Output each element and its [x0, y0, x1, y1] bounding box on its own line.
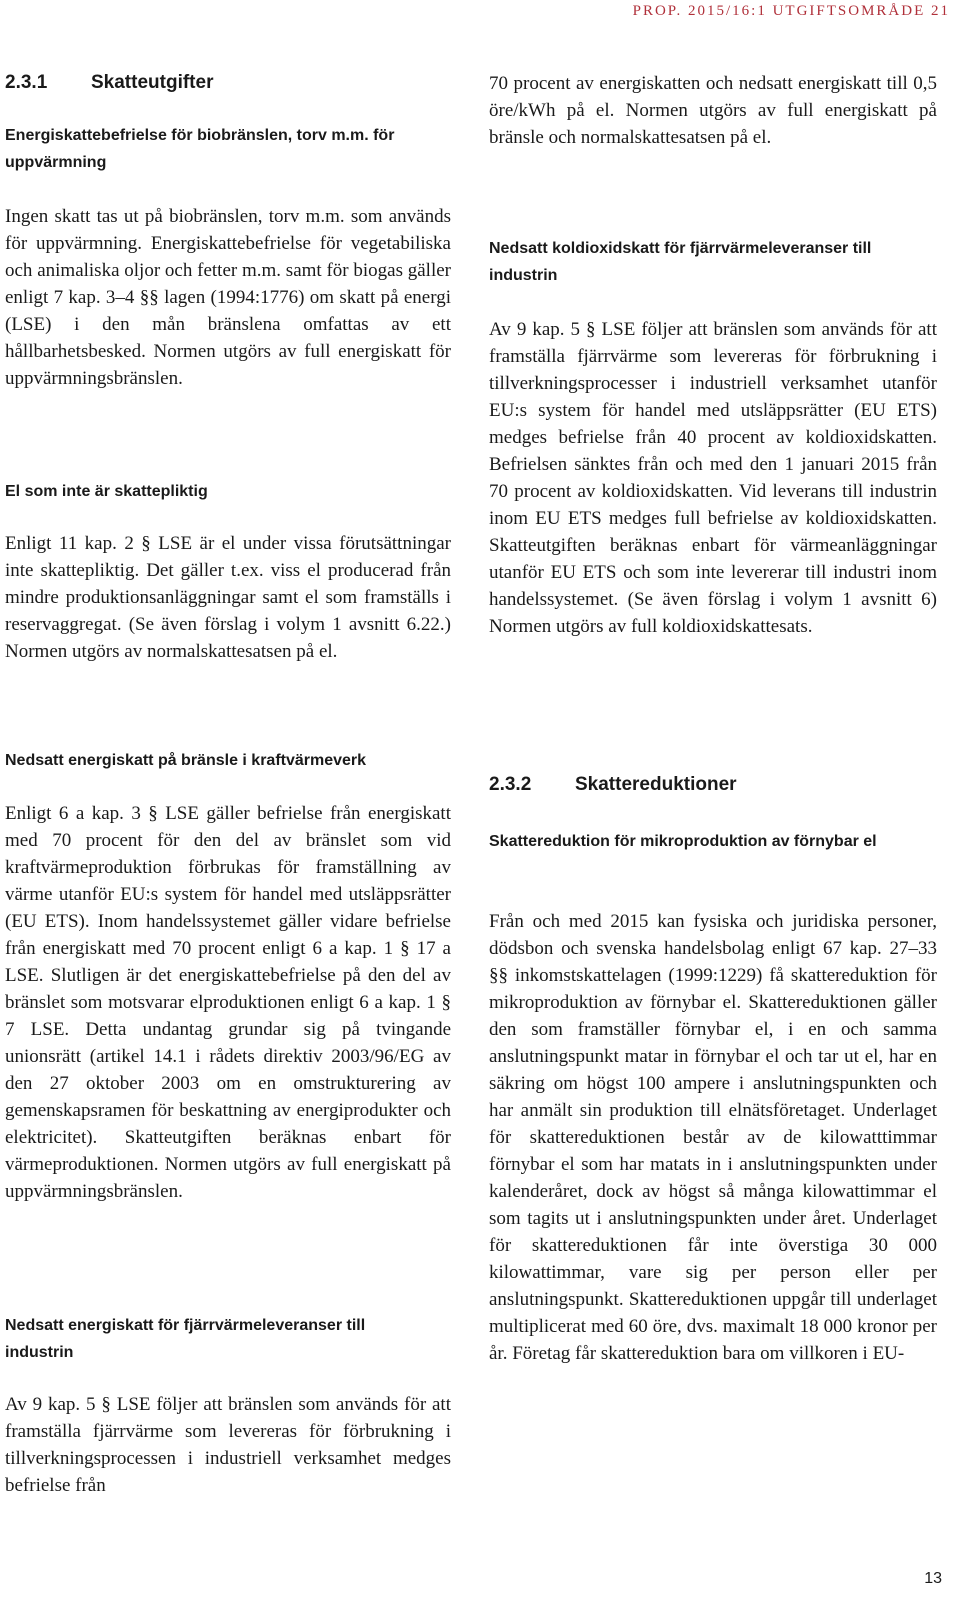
section-heading-2-3-2 [489, 774, 937, 796]
page-number: 13 [924, 1570, 942, 1587]
paragraph-koldioxid-fjarrvarme: Av 9 kap. 5 § LSE följer att bränslen som används för att framställa fjärrvärme som levereras för förbrukning i tillverkningsprocesser i industriell verksamhet utanför EU:s system för handel med utsläppsrätter (EU ETS) medges befrielse från 40 procent av koldioxidskatten. Befrielsen sänktes från och med den 1 januari 2015 från 70 procent av koldioxidskatten. Vid leverans till industrin inom EU ETS medges full befrielse av koldioxidskatten. Skatteutgiften beräknas enbart för värmeanläggningar utanför EU ETS och som inte levererar till industri inom handelssystemet. (Se även förslag i volym 1 avsnitt 6) Normen utgörs av full koldioxidskattesats. [489, 319, 937, 637]
paragraph-kraftvarme: Enligt 6 a kap. 3 § LSE gäller befrielse från energiskatt med 70 procent för den del av bränslet som vid kraftvärmeproduktion förbrukas för framställning av värme utanför EU:s system för handel med utsläppsrätter (EU ETS). Inom handelssystemet gäller vidare befrielse från energiskatt med 70 procent enligt 6 a kap. 1 § 17 a LSE. Slutligen är det energiskattebefrielse på den del av bränslet som motsvarar elproduktionen enligt 6 a kap. 1 § 7 LSE. Detta undantag grundar sig på tvingande unionsrätt (artikel 14.1 i rådets direktiv 2003/96/EG av den 27 oktober 2003 om en omstrukturering av gemenskapsramen för beskattning av energiprodukter och elektricitet). Skatteutgiften beräknas enbart för värmeproduktionen. Normen utgörs av full energiskatt på uppvärmningsbränslen. [5, 803, 451, 1202]
paragraph-continuation: 70 procent av energiskatten och nedsatt energiskatt till 0,5 öre/kWh på el. Normen utgörs av full energiskatt på bränsle och normalskattesatsen på el. [489, 73, 937, 148]
paragraph-fjarrvarme-energiskatt: Av 9 kap. 5 § LSE följer att bränslen som används för att framställa fjärrvärme som levereras för förbrukning i tillverkningsprocessen i industriell verksamhet medges befrielse från [5, 1394, 451, 1496]
heading-fjarrvarme-energiskatt: Nedsatt energiskatt för fjärrvärmeleveranser till industrin [5, 1317, 366, 1361]
paragraph-mikroproduktion: Från och med 2015 kan fysiska och juridiska personer, dödsbon och svenska handelsbolag enligt 67 kap. 27–33 §§ inkomstskattelagen (1999:1229) få skattereduktion för mikroproduktion av förnybar el. Skattereduktionen gäller den som framställer förnybar el, i en och samma anslutningspunkt matar in förnybar el och tar ut el, har en säkring om högst 100 ampere i anslutningspunkten och har anmält sin produktion till elnätsföretaget. Underlaget för skattereduktionen består av de kilowatttimmar förnybar el som har matats in i anslutningspunkten under kalenderåret, dock av högst så många kilowattimmar el som tagits ut i anslutningspunkten under året. Underlaget för skattereduktionen får inte överstiga 30 000 kilowattimmar, vare sig per person eller per anslutningspunkt. Skattereduktionen uppgår till underlaget multiplicerat med 60 öre, dvs. maximalt 18 000 kronor per år. Företag får skattereduktion bara om villkoren i EU- [489, 911, 937, 1364]
running-header: PROP. 2015/16:1 UTGIFTSOMRÅDE 21 [632, 3, 950, 19]
paragraph-biobransle: Ingen skatt tas ut på biobränslen, torv m.m. som används för uppvärmning. Energiskattebefrielse för vegetabiliska och animaliska oljor och fetter m.m. samt för biogas gäller enligt 7 kap. 3–4 §§ lagen (1994:1776) om skatt på energi (LSE) i den mån bränslena omfattas av ett hållbarhetsbesked. Normen utgörs av full energiskatt för uppvärmningsbränslen. [5, 206, 451, 389]
section-heading-2-3-1 [5, 72, 451, 94]
paragraph-el-ej-skattepliktig: Enligt 11 kap. 2 § LSE är el under vissa förutsättningar inte skattepliktig. Det gäller t.ex. viss el producerad från mindre produktionsanläggningar samt el som framställs i reservaggregat. (Se även förslag i volym 1 avsnitt 6.22.) Normen utgörs av normalskattesatsen på el. [5, 533, 451, 662]
section-number: 2.3.1 [5, 72, 48, 93]
heading-mikroproduktion: Skattereduktion för mikroproduktion av förnybar el [489, 833, 877, 850]
section-title: Skattereduktioner [575, 774, 737, 795]
section-title: Skatteutgifter [91, 72, 214, 93]
heading-biobransle: Energiskattebefrielse för biobränslen, torv m.m. för uppvärmning [5, 127, 395, 171]
heading-el-ej-skattepliktig: El som inte är skattepliktig [5, 483, 208, 500]
heading-kraftvarme: Nedsatt energiskatt på bränsle i kraftvärmeverk [5, 752, 367, 769]
heading-koldioxid-fjarrvarme: Nedsatt koldioxidskatt för fjärrvärmeleveranser till industrin [489, 240, 872, 284]
section-number: 2.3.2 [489, 774, 532, 795]
